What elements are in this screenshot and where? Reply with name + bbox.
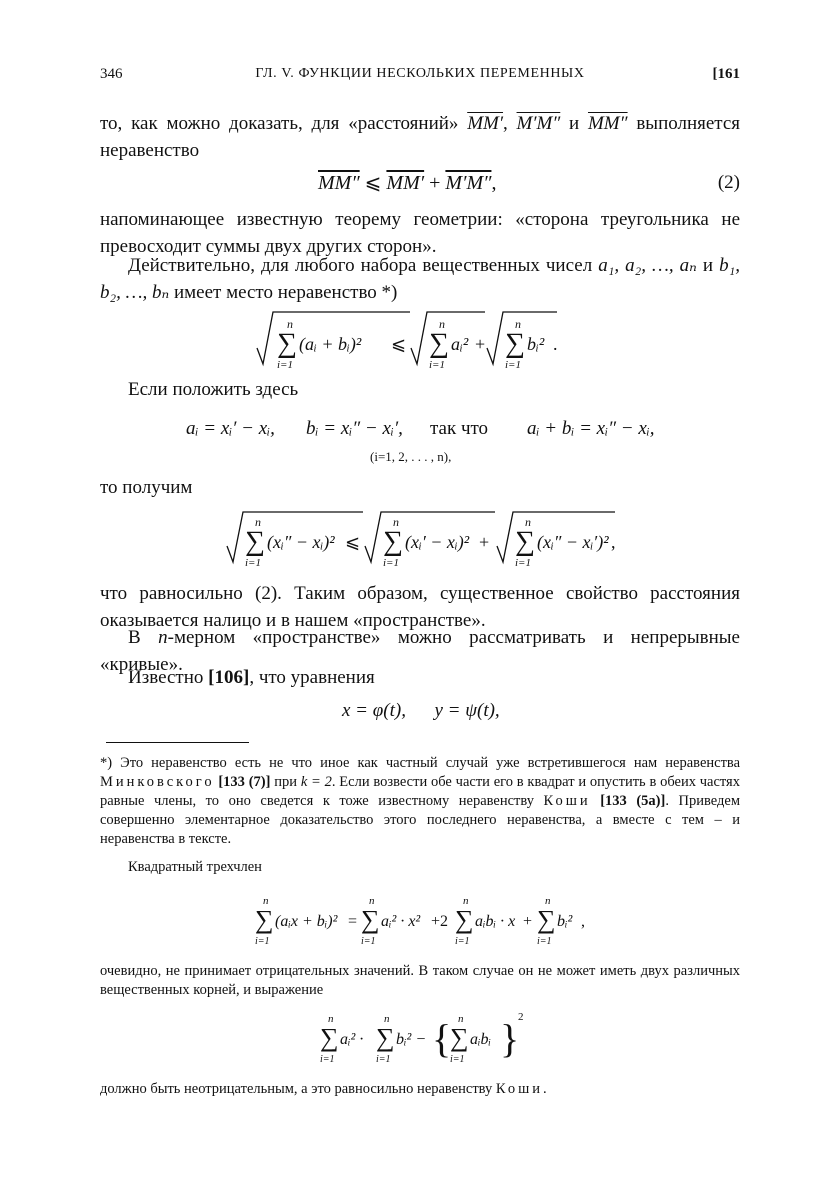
page-number: 346 bbox=[100, 66, 123, 82]
definition-a bbox=[186, 418, 275, 440]
text: и bbox=[696, 255, 720, 276]
period: . bbox=[553, 334, 558, 354]
definition-b bbox=[306, 418, 403, 440]
reference: [106] bbox=[208, 667, 250, 688]
text: -мерном «пространстве» можно рассматривать и непрерывные «кривые». bbox=[100, 627, 740, 675]
footnote-rule bbox=[106, 742, 249, 743]
sequence-a: a₁, a₂, …, aₙ bbox=[598, 255, 697, 276]
sum-term: bᵢ² bbox=[557, 913, 573, 930]
text: *) Это неравенство есть не что иное как частный случай уже встретившегося нам неравенства bbox=[100, 755, 740, 771]
sum-lower: i=1 bbox=[361, 936, 376, 947]
right-brace: } bbox=[500, 1016, 520, 1061]
equation-2 bbox=[318, 170, 496, 195]
sum-term: (xᵢ″ − xᵢ′)² bbox=[537, 532, 609, 552]
quadratic-trinomial bbox=[255, 890, 595, 948]
sum-upper: n bbox=[463, 895, 469, 907]
sum-term: aᵢbᵢ bbox=[470, 1031, 492, 1048]
text: при bbox=[270, 774, 301, 790]
sum-sign: ∑ bbox=[383, 526, 403, 557]
parametric-equations bbox=[342, 700, 500, 722]
sum-upper: n bbox=[328, 1013, 334, 1025]
sum-lower: i=1 bbox=[245, 557, 261, 569]
author-name: Минковского bbox=[100, 774, 215, 790]
text: В bbox=[128, 627, 159, 648]
sum-upper: n bbox=[525, 515, 531, 529]
le-sign: ⩽ bbox=[391, 334, 407, 354]
section-number: [161 bbox=[712, 66, 740, 82]
exponent: 2 bbox=[518, 1011, 524, 1023]
var-k: k = 2 bbox=[300, 774, 332, 790]
sum-lower: i=1 bbox=[515, 557, 531, 569]
sum-lower: i=1 bbox=[505, 359, 521, 371]
sum-upper: n bbox=[439, 317, 445, 331]
footnote-paragraph-3: очевидно, не принимает отрицательных значений. В таком случае он не может иметь двух различных вещественных корней, и выражение bbox=[100, 963, 740, 998]
eq-comma: , bbox=[491, 172, 497, 194]
text: . Приведем совершенно элементарное доказательство этого последнего неравенства, а вместе с тем – и неравенства в тексте. bbox=[100, 793, 740, 847]
sum-upper: n bbox=[384, 1013, 390, 1025]
index-range: (i=1, 2, . . . , n), bbox=[370, 449, 452, 464]
sum-sign: ∑ bbox=[537, 905, 556, 934]
sum-sign: ∑ bbox=[245, 526, 265, 557]
le-sign: ⩽ bbox=[345, 532, 361, 552]
sum-term: (xᵢ″ − xᵢ)² bbox=[267, 532, 335, 552]
sum-upper: n bbox=[263, 895, 269, 907]
paragraph-5: то получим bbox=[100, 477, 193, 498]
footnote-paragraph-1 bbox=[100, 754, 740, 849]
text: , bbox=[503, 113, 517, 134]
sum-sign: ∑ bbox=[515, 526, 535, 557]
eq-lhs: MM″ bbox=[318, 172, 360, 194]
var-n: n bbox=[158, 627, 168, 648]
sequence-b: b₁, b₂, …, bₙ bbox=[100, 255, 740, 303]
equation-number: (2) bbox=[717, 172, 740, 193]
text: должно быть неотрицательным, а это равносильно неравенству bbox=[100, 1081, 496, 1097]
author-name: Коши bbox=[495, 1081, 544, 1097]
sum-sign: ∑ bbox=[320, 1023, 339, 1052]
sum-term: aᵢ² bbox=[451, 334, 469, 354]
left-brace: { bbox=[432, 1016, 452, 1061]
definition-sum bbox=[527, 418, 655, 440]
paragraph-6: что равносильно (2). Таким образом, существенное свойство расстояния оказывается налицо и в нашем «пространстве». bbox=[100, 583, 740, 631]
sum-upper: n bbox=[545, 895, 551, 907]
text: и bbox=[560, 113, 588, 134]
def-sum: aᵢ + bᵢ = xᵢ″ − xᵢ, bbox=[527, 418, 655, 439]
sum-term: (aᵢx + bᵢ)² bbox=[275, 913, 338, 930]
eq-t2: M′M″ bbox=[445, 172, 492, 194]
sum-upper: n bbox=[393, 515, 399, 529]
eq-le: ⩽ bbox=[359, 172, 387, 194]
so-that: так что bbox=[430, 418, 489, 439]
paragraph-8 bbox=[100, 664, 740, 691]
sum-sign: ∑ bbox=[450, 1023, 469, 1052]
discriminant-expression bbox=[320, 1006, 540, 1068]
sum-lower: i=1 bbox=[277, 359, 293, 371]
paragraph-4: Если положить здесь bbox=[128, 379, 299, 400]
sum-lower: i=1 bbox=[455, 936, 470, 947]
eq-plus: + bbox=[424, 172, 446, 194]
page-header bbox=[100, 66, 740, 90]
segment-mm1: MM′ bbox=[467, 113, 504, 134]
running-head: ГЛ. V. ФУНКЦИИ НЕСКОЛЬКИХ ПЕРЕМЕННЫХ bbox=[255, 66, 585, 81]
sum-sign: ∑ bbox=[255, 905, 274, 934]
equals-sign: = bbox=[348, 913, 358, 930]
sum-term: bᵢ² − bbox=[396, 1031, 427, 1048]
sum-upper: n bbox=[287, 317, 293, 331]
footnote-paragraph-4 bbox=[100, 1080, 740, 1099]
text: Известно bbox=[128, 667, 209, 688]
minkowski-inequality bbox=[255, 308, 575, 372]
sum-term: bᵢ² bbox=[527, 334, 545, 354]
sum-sign: ∑ bbox=[361, 905, 380, 934]
paragraph-2: напоминающее известную теорему геометрии: «сторона треугольника не превосходит суммы двух других сторон». bbox=[100, 209, 740, 257]
segment-mm3: MM″ bbox=[587, 113, 628, 134]
text: . Если возвести обе части его в квадрат и опустить в обеих частях равные члены, то оно сведется к тоже известному неравенству bbox=[100, 774, 740, 809]
sum-sign: ∑ bbox=[429, 328, 449, 359]
sum-lower: i=1 bbox=[450, 1054, 465, 1065]
eq-xy: x = φ(t), y = ψ(t), bbox=[342, 700, 500, 721]
comma: , bbox=[611, 532, 616, 552]
sum-upper: n bbox=[369, 895, 375, 907]
reference: [133 (5а)] bbox=[590, 793, 666, 809]
text: Действительно, для любого набора вещественных чисел bbox=[128, 255, 599, 276]
sum-sign: ∑ bbox=[376, 1023, 395, 1052]
sum-lower: i=1 bbox=[255, 936, 270, 947]
sum-sign: ∑ bbox=[505, 328, 525, 359]
paragraph-3 bbox=[100, 252, 740, 306]
plus-sign: + bbox=[523, 913, 533, 930]
distance-inequality bbox=[225, 508, 625, 570]
sum-term: aᵢbᵢ · x bbox=[475, 913, 516, 930]
footnote-paragraph-2: Квадратный трехчлен bbox=[128, 859, 262, 875]
sum-upper: n bbox=[458, 1013, 464, 1025]
text: то, как можно доказать, для «расстояний» bbox=[100, 113, 468, 134]
sum-lower: i=1 bbox=[429, 359, 445, 371]
text: выполняется неравенство bbox=[100, 113, 741, 161]
plus-two: +2 bbox=[431, 913, 449, 930]
plus-sign: + bbox=[479, 532, 490, 552]
sum-upper: n bbox=[515, 317, 521, 331]
sum-sign: ∑ bbox=[277, 328, 297, 359]
sum-term: (aᵢ + bᵢ)² bbox=[299, 334, 362, 354]
text: . bbox=[543, 1081, 547, 1097]
reference: [133 (7)] bbox=[214, 774, 271, 790]
text: , что уравнения bbox=[249, 667, 375, 688]
sum-term: aᵢ² · bbox=[340, 1031, 364, 1048]
sum-lower: i=1 bbox=[537, 936, 552, 947]
sum-lower: i=1 bbox=[376, 1054, 391, 1065]
sum-term: (xᵢ′ − xᵢ)² bbox=[405, 532, 470, 552]
def-a: aᵢ = xᵢ′ − xᵢ, bbox=[186, 418, 275, 439]
sum-sign: ∑ bbox=[455, 905, 474, 934]
segment-mm2: M′M″ bbox=[516, 113, 561, 134]
author-name: Коши bbox=[543, 793, 591, 809]
sum-lower: i=1 bbox=[320, 1054, 335, 1065]
comma: , bbox=[581, 913, 585, 930]
text: имеет место неравенство *) bbox=[169, 282, 398, 303]
paragraph-1 bbox=[100, 110, 740, 164]
sum-lower: i=1 bbox=[383, 557, 399, 569]
def-b: bᵢ = xᵢ″ − xᵢ′, bbox=[306, 418, 403, 439]
plus-sign: + bbox=[475, 334, 486, 354]
eq-t1: MM′ bbox=[386, 172, 425, 194]
sum-upper: n bbox=[255, 515, 261, 529]
sum-term: aᵢ² · x² bbox=[381, 913, 421, 930]
